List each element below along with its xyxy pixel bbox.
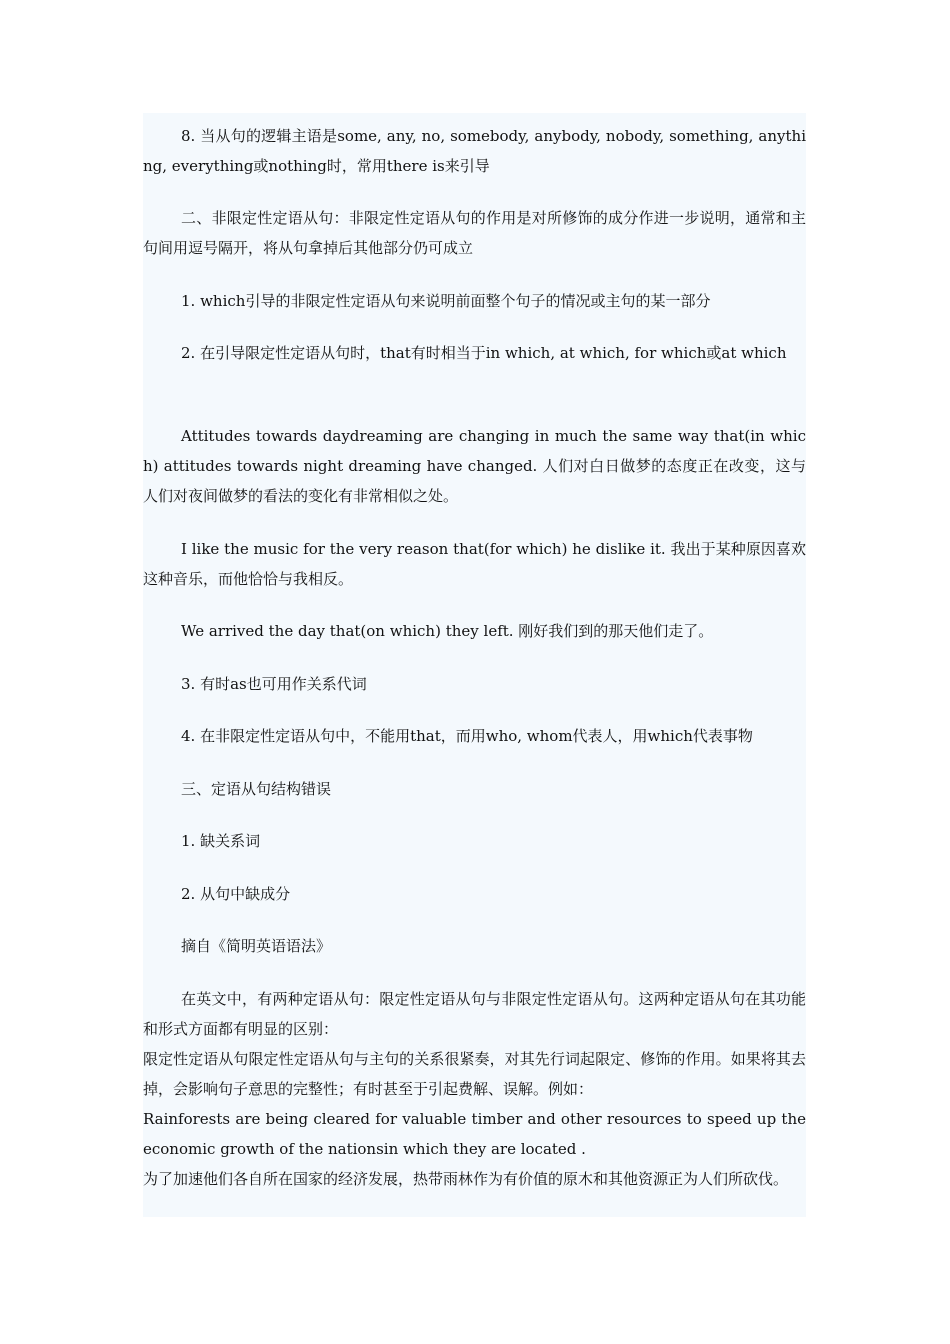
list-item-missing-relative: 1. 缺关系词 xyxy=(181,832,261,850)
paragraph-that-equivalents: 2. 在引导限定性定语从句时，that有时相当于in which, at which, for which或at which xyxy=(181,344,787,362)
paragraph-example-music: I like the music for the very reason that(for which) he dislike it. 我出于某种原因喜欢这种音乐，而他恰恰与我相反。 xyxy=(143,540,806,588)
paragraph-two-kinds: 在英文中，有两种定语从句：限定性定语从句与非限定性定语从句。这两种定语从句在其功能和形式方面都有明显的区别： xyxy=(143,990,806,1038)
paragraph-as-relative-pronoun: 3. 有时as也可用作关系代词 xyxy=(181,675,367,693)
paragraph-no-that-nonrestrictive: 4. 在非限定性定语从句中，不能用that，而用who, whom代表人，用which代表事物 xyxy=(181,727,753,745)
example-rainforests-english: Rainforests are being cleared for valuable timber and other resources to speed up the economic growth of the nationsin which they are located . xyxy=(143,1110,806,1158)
paragraph-8-there-is: 8. 当从句的逻辑主语是some, any, no, somebody, anybody, nobody, something, anything, everything或nothing时，常用there is来引导 xyxy=(143,127,806,175)
paragraph-which-clause: 1. which引导的非限定性定语从句来说明前面整个句子的情况或主句的某一部分 xyxy=(181,292,711,310)
list-item-missing-component: 2. 从句中缺成分 xyxy=(181,885,291,903)
paragraph-example-arrived: We arrived the day that(on which) they left. 刚好我们到的那天他们走了。 xyxy=(181,622,714,640)
paragraph-restrictive-definition: 限定性定语从句限定性定语从句与主句的关系很紧奏，对其先行词起限定、修饰的作用。如果将其去掉，会影响句子意思的完整性；有时甚至于引起费解、误解。例如： xyxy=(143,1050,806,1098)
document-page xyxy=(143,113,806,1217)
heading-structure-errors: 三、定语从句结构错误 xyxy=(181,780,332,798)
example-rainforests-chinese: 为了加速他们各自所在国家的经济发展，热带雨林作为有价值的原木和其他资源正为人们所砍伐。 xyxy=(143,1170,789,1188)
source-citation: 摘自《简明英语语法》 xyxy=(181,937,332,955)
paragraph-example-daydreaming: Attitudes towards daydreaming are changing in much the same way that(in which) attitudes towards night dreaming have changed. 人们对白日做梦的态度正在改变，这与人们对夜间做梦的看法的变化有非常相似之处。 xyxy=(143,427,806,505)
paragraph-non-restrictive-intro: 二、非限定性定语从句：非限定性定语从句的作用是对所修饰的成分作进一步说明，通常和主句间用逗号隔开，将从句拿掉后其他部分仍可成立 xyxy=(143,209,806,257)
